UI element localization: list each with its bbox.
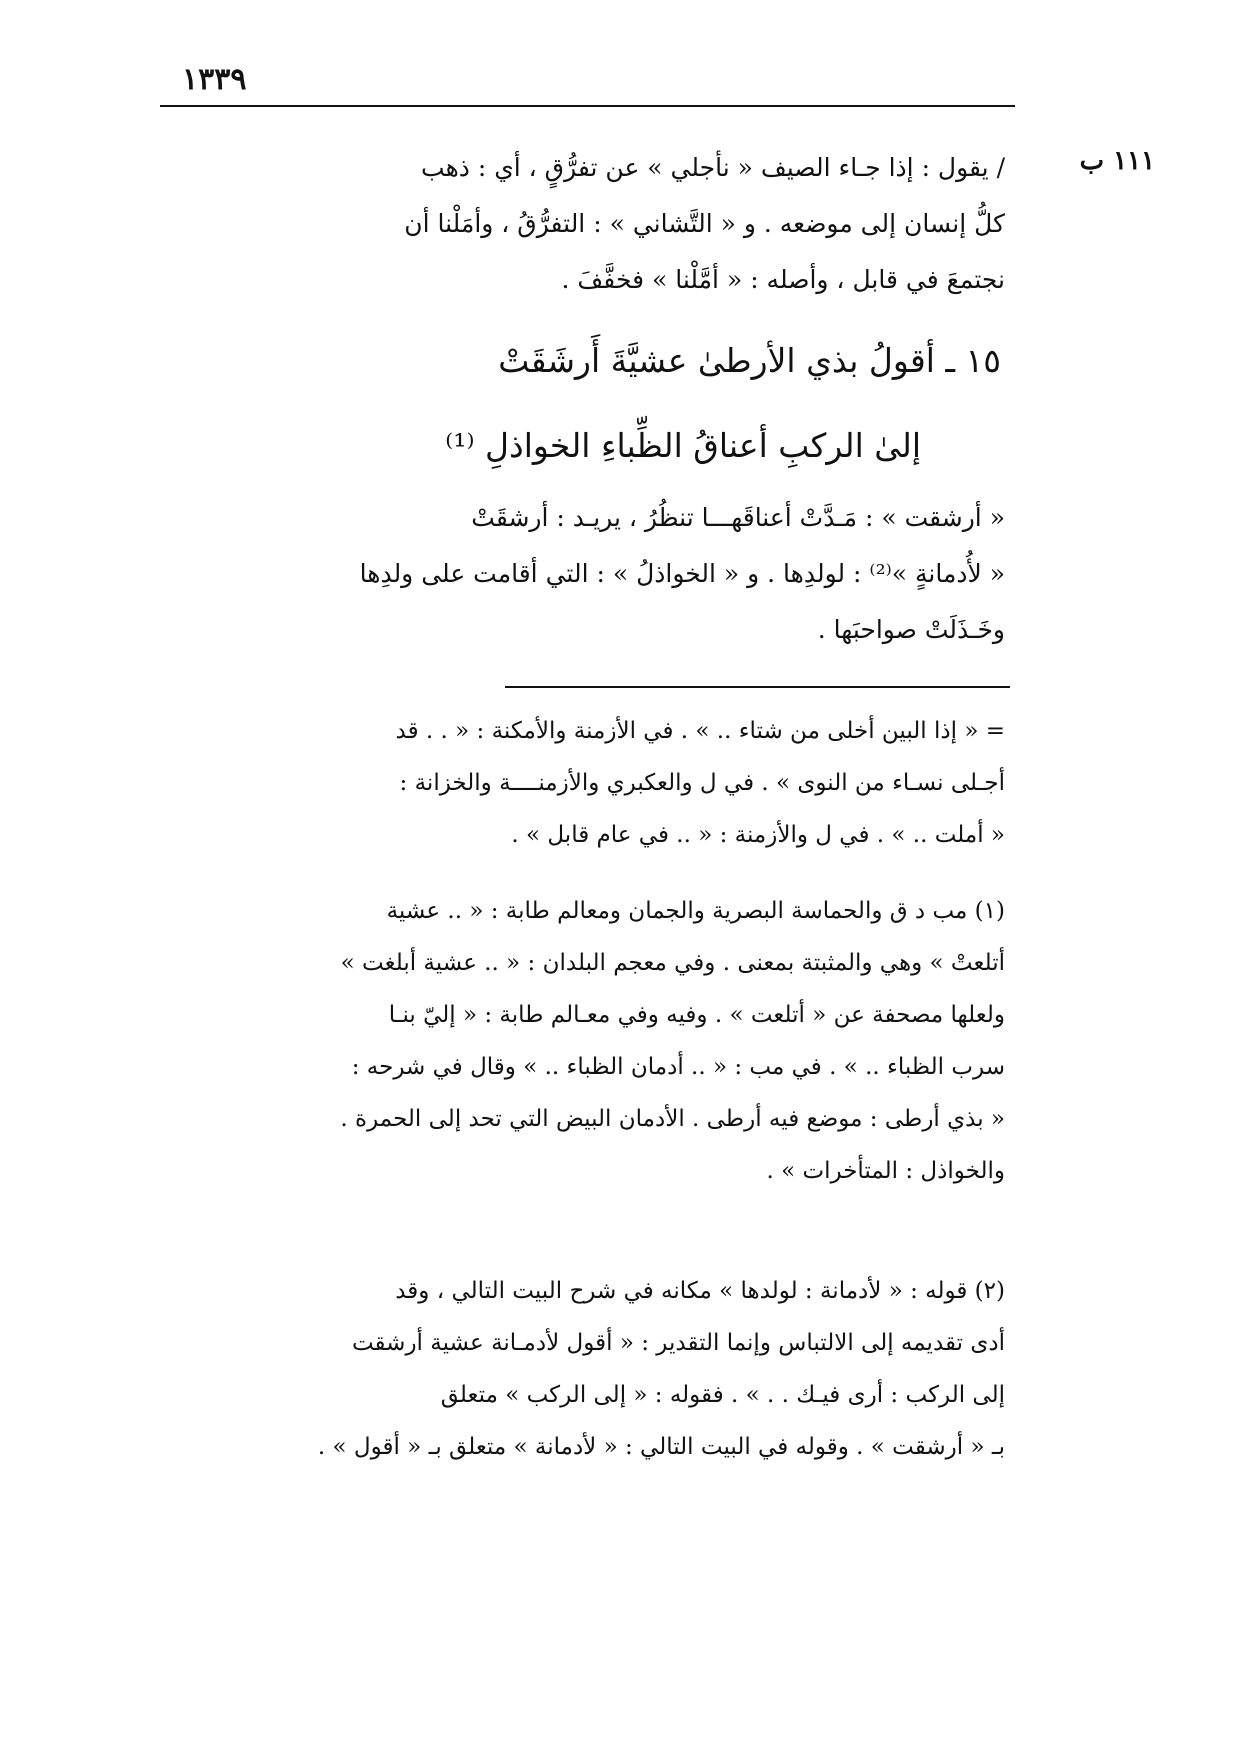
footnote-line: = « إذا البين أخلى من شتاء .. » . في الأزمنة والأمكنة : « . . قد: [395, 718, 1005, 744]
footnote-line: ولعلها مصحفة عن « أتلعت » . وفيه وفي معـالم طابة : « إليّ بنـا: [388, 1002, 1005, 1028]
page-number: ١٣٣٩: [182, 62, 247, 97]
header-rule: [160, 105, 1015, 107]
main-text: [175, 140, 1005, 308]
footnote-line: (١) مب د ق والحماسة البصرية والجمان ومعالم طابة : « .. عشية: [386, 898, 1005, 924]
footnote-line: بـ « أرشقت » . وقوله في البيت التالي : « لأدمانة » متعلق بـ « أقول » .: [317, 1434, 1005, 1460]
footnote-1: [175, 885, 1005, 1197]
footnote-separator: [505, 686, 1010, 688]
main-text-line: كلُّ إنسان إلى موضعه . و « التَّشاني » : التفرُّقُ ، وأمَلْنا أن: [404, 209, 1005, 238]
footnote-2: [175, 1265, 1005, 1473]
commentary: [175, 490, 1005, 658]
verse-first-hemistich: ١٥ ـ أقولُ بذي الأرطىٰ عشيَّةَ أَرشَقَتْ: [498, 341, 1001, 380]
commentary-line: « لأُدمانةٍ »⁽²⁾ : لولدِها . و « الخواذلُ » : التي أقامت على ولدِها: [359, 559, 1005, 588]
main-text-line: / يقول : إذا جـاء الصيف « نأجلي » عن تفرُّقٍ ، أي : ذهب: [421, 153, 1005, 182]
footnote-line: والخواذل : المتأخرات » .: [766, 1158, 1005, 1184]
footnote-line: أجـلى نسـاء من النوى » . في ل والعكبري والأزمنــــة والخزانة :: [399, 770, 1005, 796]
footnote-line: إلى الركب : أرى فيـك . . » . فقوله : « إلى الركب » متعلق: [440, 1382, 1005, 1408]
footnote-line: أتلعتْ » وهي والمثبتة بمعنى . وفي معجم البلدان : « .. عشية أبلغت »: [340, 950, 1005, 976]
commentary-line: « أرشقت » : مَـدَّتْ أعناقَهـــا تنظُرُ ، يريـد : أرشقَتْ: [471, 503, 1005, 532]
commentary-line: وخَـذَلَتْ صواحبَها .: [817, 615, 1005, 644]
manuscript-folio-reference: ١١١ ب: [1079, 146, 1155, 176]
main-text-line: نجتمعَ في قابل ، وأصله : « أمَّلْنا » فخفَّفَ .: [561, 265, 1005, 294]
footnote-line: (٢) قوله : « لأدمانة : لولدها » مكانه في شرح البيت التالي ، وقد: [395, 1278, 1005, 1304]
footnote-continuation: [175, 705, 1005, 861]
footnote-line: « أملت .. » . في ل والأزمنة : « .. في عام قابل » .: [511, 822, 1005, 848]
footnote-line: « بذي أرطى : موضع فيه أرطى . الأدمان البيض التي تحد إلى الحمرة .: [340, 1106, 1005, 1132]
footnote-line: سرب الظباء .. » . في مب : « .. أدمان الظباء .. » وقال في شرحه :: [351, 1054, 1005, 1080]
footnote-line: أدى تقديمه إلى الالتباس وإنما التقدير : « أقول لأدمـانة عشية أرشقت: [351, 1330, 1005, 1356]
verse-second-hemistich: إلىٰ الركبِ أعناقُ الظِّباءِ الخواذلِ ⁽¹⁾: [445, 426, 921, 465]
